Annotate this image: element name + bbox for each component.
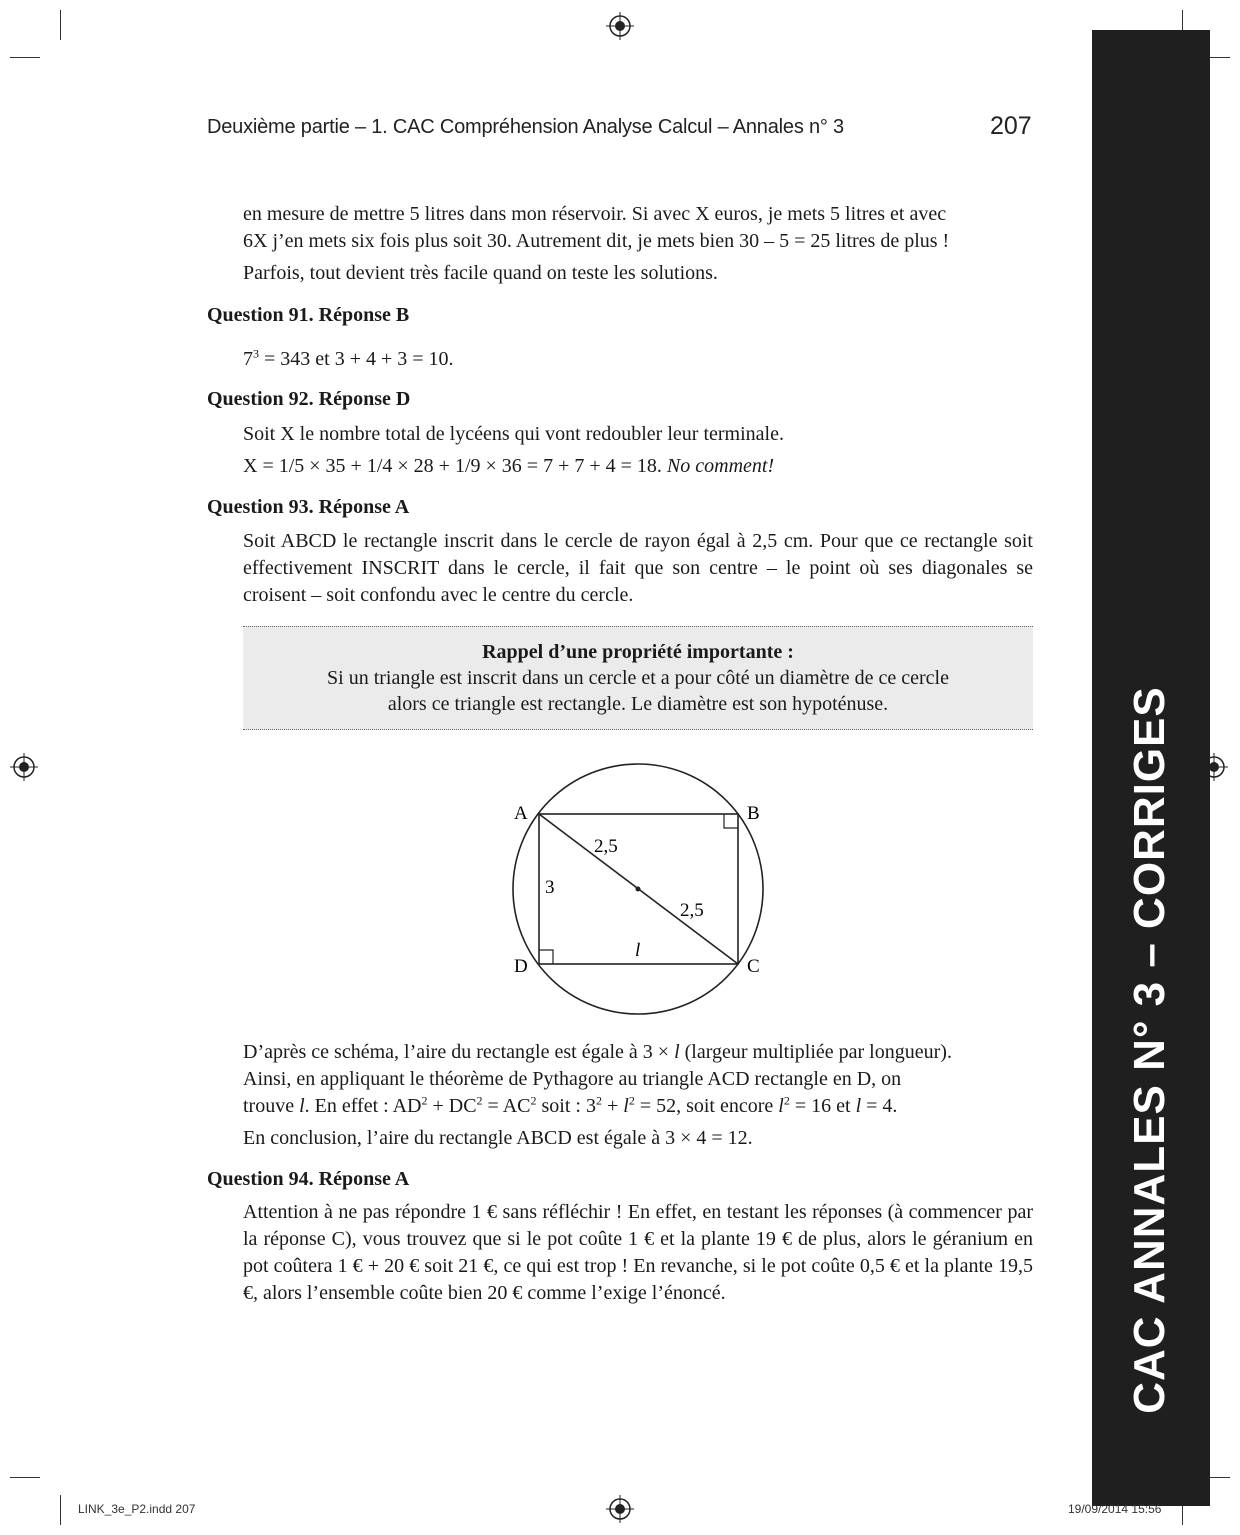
registration-mark-icon	[606, 1495, 634, 1523]
property-reminder-title: Rappel d’une propriété importante :	[482, 641, 794, 663]
label-side-3: 3	[545, 877, 555, 898]
crop-mark	[10, 57, 40, 58]
label-b: B	[747, 803, 760, 824]
question-94-title: Question 94. Réponse A	[207, 1168, 410, 1190]
right-angle-d-icon	[539, 950, 553, 964]
registration-mark-icon	[606, 12, 634, 40]
registration-mark-icon	[10, 753, 38, 781]
label-d: D	[514, 956, 528, 977]
question-92-title: Question 92. Réponse D	[207, 388, 411, 410]
right-angle-b-icon	[724, 814, 738, 828]
question-92-line: Soit X le nombre total de lycéens qui vont redoubler leur terminale.	[243, 423, 784, 445]
footer-file: LINK_3e_P2.indd 207	[78, 1502, 196, 1516]
label-half-diagonal: 2,5	[680, 900, 704, 921]
page-number: 207	[990, 112, 1032, 140]
question-93-paragraph: Soit ABCD le rectangle inscrit dans le cercle de rayon égal à 2,5 cm. Pour que ce rectangle soit effectivement INSCRIT dans le cercle, il fait que son centre – le point où ses diagonales se croisent – soit confondu avec le centre du cercle.	[243, 530, 1033, 606]
property-reminder-line: Si un triangle est inscrit dans un cercle et a pour côté un diamètre de ce cercle	[327, 667, 949, 689]
crop-mark	[60, 1495, 61, 1525]
question-91-answer: $7^3 = 343$ et 3 + 4 + 3 = 10.	[243, 346, 454, 370]
footer-date: 19/09/2014 15:56	[1068, 1502, 1162, 1516]
label-length-l: l	[635, 940, 641, 961]
label-half-diagonal: 2,5	[594, 836, 618, 857]
question-93-explanation: trouve l. En effet : $AD^2 + DC^2 = AC^2$ soit : $3^2 + l^2 = 52$, soit encore $l^2 = 16$ et l = 4.	[243, 1093, 898, 1117]
intro-line: 6X j’en mets six fois plus soit 30. Autrement dit, je mets bien 30 – 5 = 25 litres de plus !	[243, 230, 950, 252]
question-93-title: Question 93. Réponse A	[207, 496, 410, 518]
question-93-explanation: D’après ce schéma, l’aire du rectangle est égale à 3 × l (largeur multipliée par longueur).	[243, 1041, 952, 1063]
question-92-line: X = 1/5 × 35 + 1/4 × 28 + 1/9 × 36 = 7 + 7 + 4 = 18. No comment!	[243, 455, 775, 477]
crop-mark	[60, 10, 61, 40]
question-93-explanation: Ainsi, en appliquant le théorème de Pythagore au triangle ACD rectangle en D, on	[243, 1068, 902, 1090]
property-reminder-line: alors ce triangle est rectangle. Le diamètre est son hypoténuse.	[387, 693, 889, 715]
inscribed-rectangle-figure	[500, 755, 790, 1030]
label-c: C	[747, 956, 760, 977]
crop-mark	[10, 1477, 40, 1478]
property-reminder-box	[243, 626, 1033, 730]
label-a: A	[514, 803, 528, 824]
center-point	[636, 887, 641, 892]
intro-line: Parfois, tout devient très facile quand on teste les solutions.	[243, 262, 718, 284]
question-94-paragraph: Attention à ne pas répondre 1 € sans réfléchir ! En effet, en testant les réponses (à commencer par la réponse C), vous trouvez que si le pot coûte 1 € et la plante 19 € de plus, alors le géranium en pot coûtera 1 € + 20 € soit 21 €, ce qui est trop ! En revanche, si le pot coûte 0,5 € et la plante 19,5 €, alors l’ensemble coûte bien 20 € comme l’exige l’énoncé.	[243, 1201, 1033, 1304]
question-93-conclusion: En conclusion, l’aire du rectangle ABCD est égale à 3 × 4 = 12.	[243, 1127, 753, 1149]
running-title: Deuxième partie – 1. CAC Compréhension Analyse Calcul – Annales n° 3	[207, 116, 844, 138]
side-band-title: CAC ANNALES N° 3 – CORRIGES	[1125, 686, 1174, 1414]
question-91-title: Question 91. Réponse B	[207, 304, 410, 326]
intro-line: en mesure de mettre 5 litres dans mon réservoir. Si avec X euros, je mets 5 litres et avec	[243, 203, 947, 225]
